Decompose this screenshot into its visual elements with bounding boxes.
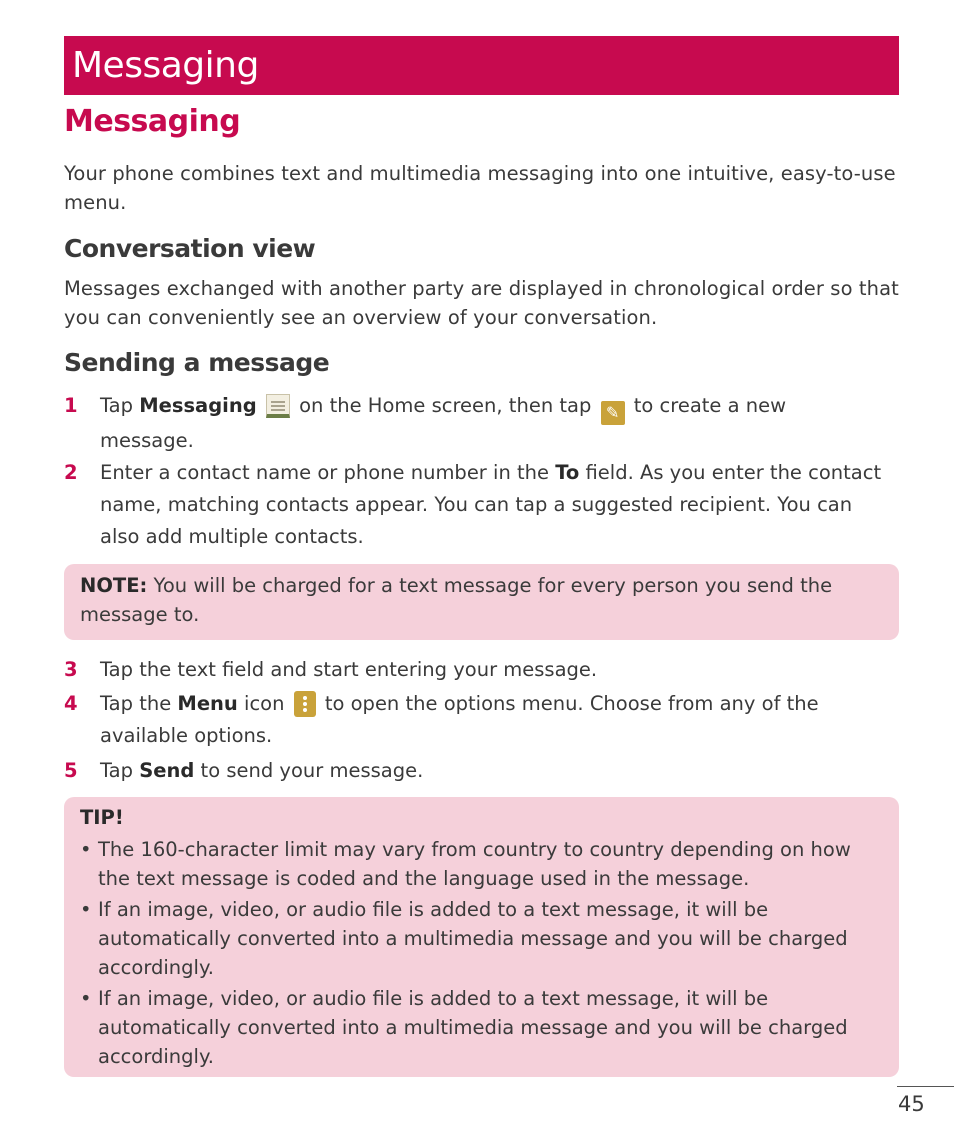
send-label: Send — [139, 759, 195, 782]
to-field-label: To — [555, 461, 580, 484]
sending-heading: Sending a message — [64, 348, 330, 377]
menu-label: Menu — [177, 692, 238, 715]
note-callout — [64, 564, 899, 640]
chapter-banner — [64, 36, 899, 95]
tip-item: • If an image, video, or audio file is added to a text message, it will be automatically converted into a multimedia message and you will be charged accordingly. — [80, 895, 883, 982]
messaging-app-icon — [266, 394, 290, 418]
section-title: Messaging — [64, 104, 241, 139]
intro-paragraph: Your phone combines text and multimedia messaging into one intuitive, easy-to-use menu. — [64, 162, 896, 214]
step-5 — [64, 755, 884, 787]
step-text-part: on the Home screen, then tap — [292, 394, 598, 417]
chapter-title: Messaging — [72, 45, 259, 86]
note-text: You will be charged for a text message for every person you send the message to. — [80, 574, 833, 626]
conversation-heading: Conversation view — [64, 234, 316, 263]
step-text — [100, 688, 884, 752]
step-number: 1 — [64, 394, 78, 417]
menu-icon — [294, 691, 316, 717]
step-text-part: to send your message. — [194, 759, 424, 782]
step-text-part: icon — [237, 692, 291, 715]
step-2 — [64, 457, 884, 553]
step-1 — [64, 390, 884, 457]
step-number: 4 — [64, 692, 78, 715]
step-text-part: field. As you enter the contact name, matching contacts appear. You can tap a suggested recipient. You can also add multiple contacts. — [100, 461, 882, 548]
step-text — [100, 457, 884, 553]
step-number: 5 — [64, 759, 78, 782]
tip-label: TIP! — [80, 806, 124, 829]
step-text-part: Tap — [100, 759, 140, 782]
conversation-paragraph: Messages exchanged with another party are displayed in chronological order so that you can conveniently see an overview of your conversation. — [64, 277, 899, 329]
compose-icon: ✎ — [601, 401, 625, 425]
step-4 — [64, 688, 884, 752]
tip-list — [80, 835, 883, 1071]
step-text-part: to create a new message. — [100, 394, 787, 452]
step-text-part: to open the options menu. Choose from any of the available options. — [100, 692, 819, 747]
step-text — [100, 390, 884, 457]
tip-item: • If an image, video, or audio file is added to a text message, it will be automatically converted into a multimedia message and you will be charged accordingly. — [80, 984, 883, 1071]
step-text: Tap the text field and start entering your message. — [100, 658, 598, 681]
tip-callout — [64, 797, 899, 1077]
step-text-part: Tap — [100, 394, 140, 417]
page-number: 45 — [898, 1092, 925, 1116]
messaging-label: Messaging — [139, 394, 257, 417]
note-label: NOTE: — [80, 574, 148, 597]
step-text-part: Tap the — [100, 692, 178, 715]
step-number: 2 — [64, 461, 78, 484]
step-3 — [64, 654, 884, 686]
step-number: 3 — [64, 658, 78, 681]
step-text-part: Enter a contact name or phone number in the — [100, 461, 556, 484]
page-number-rule — [897, 1086, 954, 1087]
step-text — [100, 755, 884, 787]
tip-item: • The 160-character limit may vary from country to country depending on how the text message is coded and the language used in the message. — [80, 835, 883, 893]
